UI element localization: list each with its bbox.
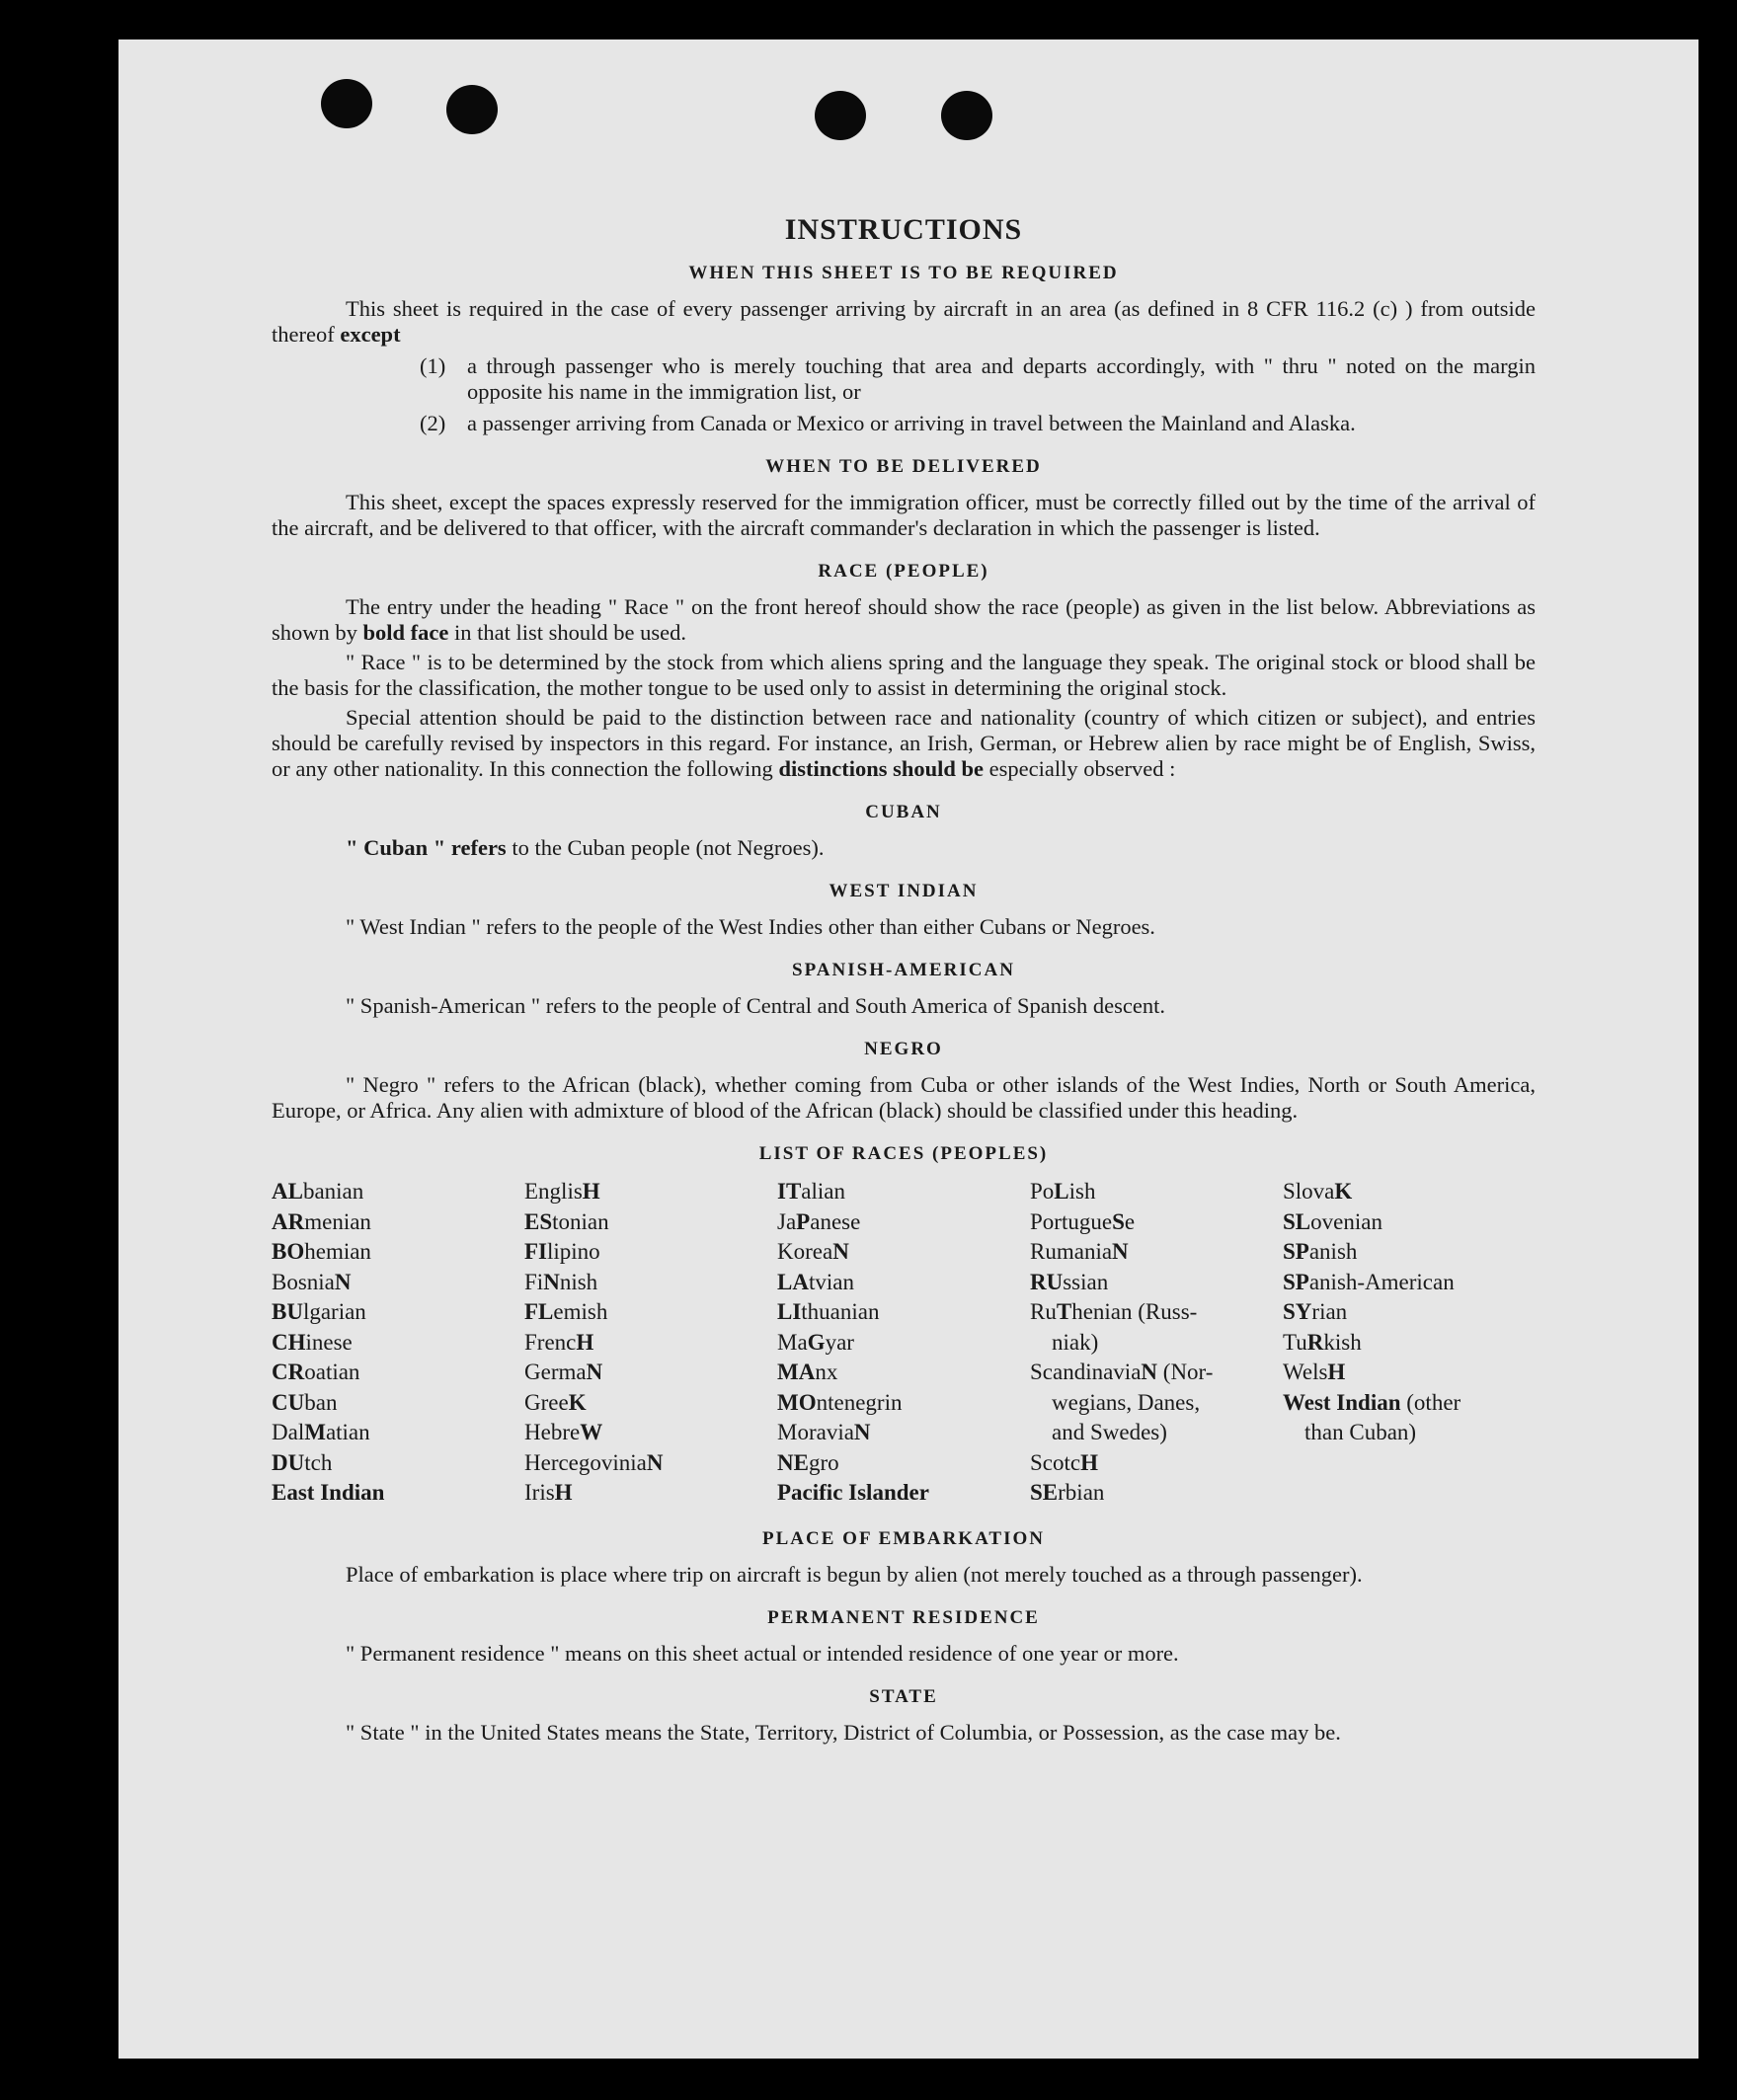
race-entry: HercegoviniaN: [524, 1449, 664, 1475]
embarkation-text: Place of embarkation is place where trip on aircraft is begun by alien (not merely touched as a through passenger).: [346, 1561, 1363, 1587]
race-entry: wegians, Danes,: [1052, 1389, 1201, 1415]
race-entry: WelsH: [1283, 1360, 1346, 1384]
race-entry: FiNnish: [524, 1269, 598, 1294]
race-entry: RuThenian (Russ-: [1030, 1299, 1198, 1324]
heading-delivered: WHEN TO BE DELIVERED: [765, 456, 1042, 477]
required-item: (2) a passenger arriving from Canada or Mexico or arriving in travel between the Mainland and Alaska.: [420, 411, 1356, 435]
race-entry: CRoatian: [272, 1360, 360, 1384]
punch-hole: [446, 85, 498, 134]
heading-required: WHEN THIS SHEET IS TO BE REQUIRED: [688, 263, 1119, 283]
punch-hole: [941, 91, 992, 140]
spanish-american-text: " Spanish-American " refers to the people of Central and South America of Spanish descent.: [346, 993, 1166, 1018]
races-column: [777, 1177, 1030, 1509]
race-entry: ITalian: [777, 1179, 845, 1204]
state-text: " State " in the United States means the State, Territory, District of Columbia, or Possession, as the case may be.: [346, 1719, 1341, 1745]
race-entry: EnglisH: [524, 1179, 600, 1204]
race-entry: FIlipino: [524, 1239, 600, 1264]
document-page: [118, 39, 1698, 2059]
residence-text: " Permanent residence " means on this sheet actual or intended residence of one year or more.: [346, 1640, 1179, 1666]
heading-embarkation: PLACE OF EMBARKATION: [762, 1527, 1045, 1549]
race-entry: IrisH: [524, 1480, 573, 1505]
race-entry: SErbian: [1030, 1480, 1105, 1505]
race-entry: JaPanese: [777, 1208, 861, 1234]
race-entry: SPanish-American: [1283, 1269, 1455, 1294]
race-entry: LIthuanian: [777, 1299, 880, 1324]
required-item: (1) a through passenger who is merely touching that area and departs accordingly, with " thru " noted on the margin opposite his name in the immigration list, or: [420, 353, 1536, 404]
heading-state: STATE: [869, 1685, 938, 1707]
heading-cuban: CUBAN: [865, 802, 942, 822]
race-entry: and Swedes): [1052, 1420, 1167, 1444]
race-entry: CUban: [272, 1389, 338, 1415]
race-entry: DalMatian: [272, 1420, 370, 1444]
race-entry: BosniaN: [272, 1269, 352, 1294]
race-entry: ALbanian: [272, 1179, 364, 1204]
heading-residence: PERMANENT RESIDENCE: [767, 1606, 1040, 1628]
race-entry: KoreaN: [777, 1239, 849, 1264]
race-entry: HebreW: [524, 1420, 603, 1444]
punch-hole: [815, 91, 866, 140]
race-entry: SYrian: [1283, 1299, 1348, 1324]
race-entry: Pacific Islander: [777, 1480, 929, 1505]
race-entry: MOntenegrin: [777, 1389, 903, 1415]
race-entry: MAnx: [777, 1360, 838, 1384]
instructions-content: [272, 168, 1536, 1750]
race-entry: ScotcH: [1030, 1449, 1098, 1475]
heading-spanish-american: SPANISH-AMERICAN: [792, 960, 1015, 980]
race-entry: FLemish: [524, 1299, 608, 1324]
race-entry: West Indian (other: [1283, 1389, 1461, 1415]
required-intro: This sheet is required in the case of every passenger arriving by aircraft in an area (as defined in 8 CFR 116.2 (c) ) from outside thereof except: [272, 296, 1536, 347]
races-list: [272, 1177, 1536, 1509]
cuban-text: " Cuban " refers to the Cuban people (not Negroes).: [346, 835, 825, 860]
race-entry: ARmenian: [272, 1208, 371, 1234]
race-entry: EStonian: [524, 1208, 609, 1234]
race-entry: East Indian: [272, 1480, 385, 1505]
race-entry: ScandinaviaN (Nor-: [1030, 1360, 1214, 1384]
race-entry: RumaniaN: [1030, 1239, 1129, 1264]
race-entry: FrencH: [524, 1329, 594, 1355]
heading-negro: NEGRO: [864, 1039, 943, 1059]
delivered-text: This sheet, except the spaces expressly reserved for the immigration officer, must be correctly filled out by the time of the arrival of the aircraft, and be delivered to that officer, with the aircraft commander's declaration in which the passenger is listed.: [272, 490, 1536, 540]
race-entry: CHinese: [272, 1329, 353, 1355]
race-entry: PoLish: [1030, 1179, 1096, 1204]
race-entry: SPanish: [1283, 1239, 1358, 1264]
heading-list-of-races: LIST OF RACES (PEOPLES): [758, 1143, 1049, 1164]
race-entry: MaGyar: [777, 1329, 854, 1355]
race-entry: DUtch: [272, 1449, 333, 1475]
race-entry: than Cuban): [1304, 1420, 1417, 1444]
race-entry: TuRkish: [1283, 1329, 1362, 1355]
race-paragraph: " Race " is to be determined by the stock from which aliens spring and the language they speak. The original stock or blood shall be the basis for the classification, the mother tongue to be used only to assist in determining the original stock.: [272, 650, 1536, 700]
negro-text: " Negro " refers to the African (black), whether coming from Cuba or other islands of the West Indies, North or South America, Europe, or Africa. Any alien with admixture of blood of the African (black) should be classified under this heading.: [272, 1072, 1536, 1123]
race-entry: SlovaK: [1283, 1179, 1353, 1204]
race-entry: SLovenian: [1283, 1208, 1382, 1234]
race-entry: GreeK: [524, 1389, 587, 1415]
west-indian-text: " West Indian " refers to the people of the West Indies other than either Cubans or Negroes.: [346, 914, 1155, 939]
punch-hole: [321, 79, 372, 128]
races-column: [272, 1177, 524, 1509]
races-column: [1030, 1177, 1283, 1509]
races-column: [1283, 1177, 1536, 1509]
race-entry: BOhemian: [272, 1239, 371, 1264]
race-entry: GermaN: [524, 1360, 603, 1384]
page-title: INSTRUCTIONS: [784, 213, 1023, 246]
race-entry: RUssian: [1030, 1269, 1109, 1294]
race-entry: PortugueSe: [1030, 1208, 1136, 1234]
races-column: [524, 1177, 777, 1509]
heading-west-indian: WEST INDIAN: [829, 881, 979, 901]
race-paragraph: The entry under the heading " Race " on the front hereof should show the race (people) as given in the list below. Abbreviations as shown by bold face in that list should be used.: [272, 594, 1536, 645]
race-entry: LAtvian: [777, 1269, 854, 1294]
race-entry: NEgro: [777, 1449, 839, 1475]
race-entry: BUlgarian: [272, 1299, 366, 1324]
race-paragraph: Special attention should be paid to the distinction between race and nationality (country of which citizen or subject), and entries should be carefully revised by inspectors in this regard. For instance, an Irish, German, or Hebrew alien by race might be of English, Swiss, or any other nationality. In this connection the following distinctions should be especially observed :: [272, 705, 1536, 781]
race-entry: MoraviaN: [777, 1420, 871, 1444]
race-entry: niak): [1052, 1329, 1099, 1355]
heading-race: RACE (PEOPLE): [818, 561, 989, 582]
